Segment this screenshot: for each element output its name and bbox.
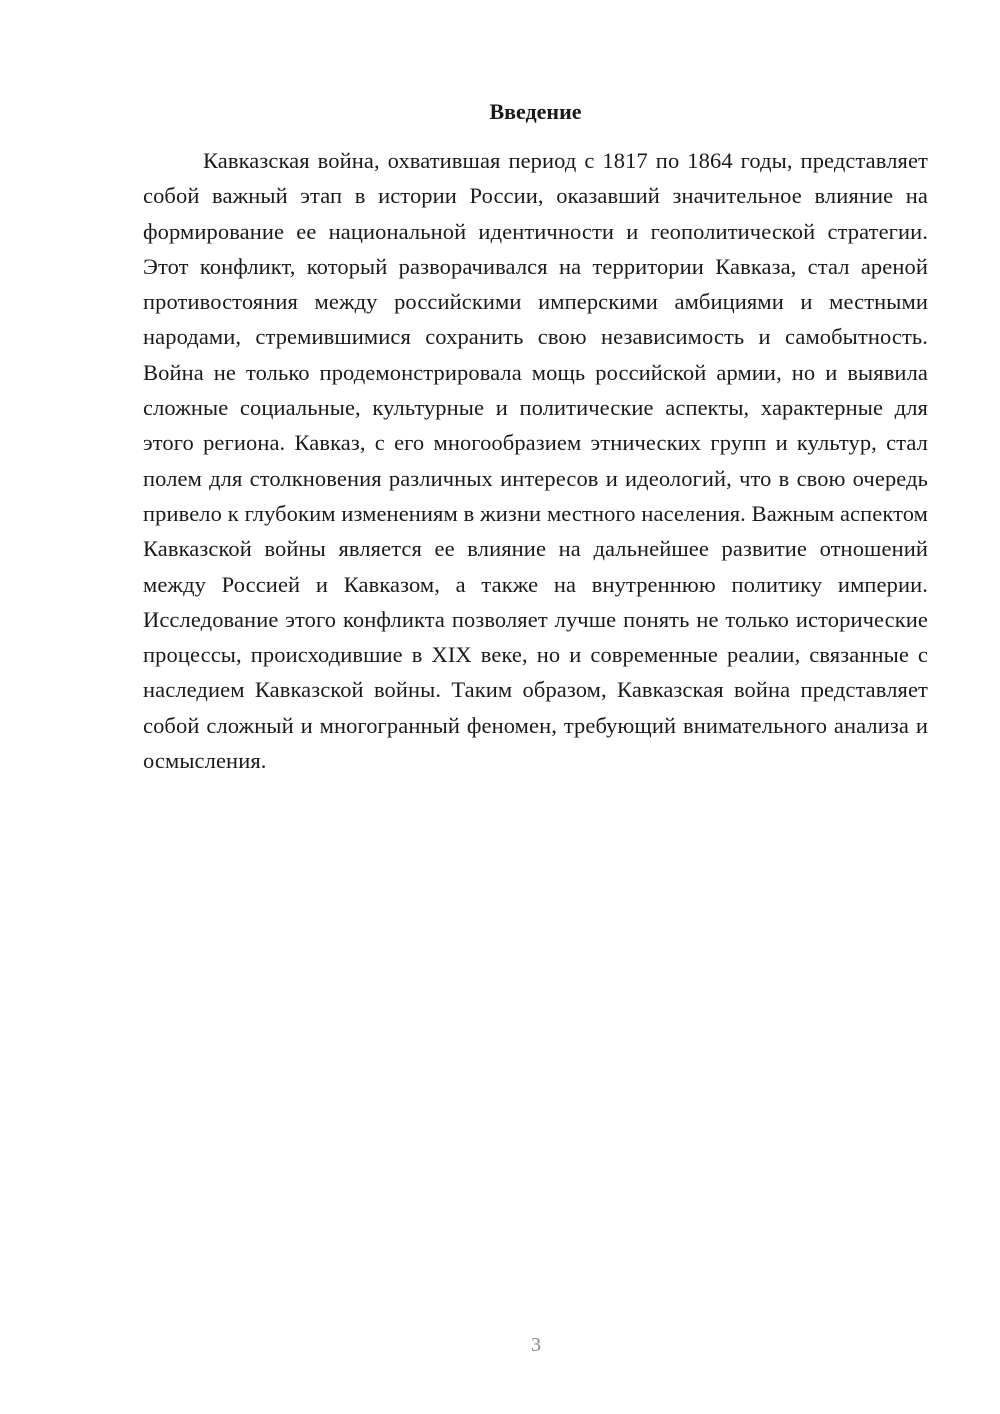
body-paragraph: Кавказская война, охватившая период с 1817 по 1864 годы, представляет собой важный этап в истории России, оказавший значительное влияние на формирование ее национальной идентичности и геополитической стратегии. Этот конфликт, который разворачивался на территории Кавказа, стал ареной противостояния между российскими имперскими амбициями и местными народами, стремившимися сохранить свою независимость и самобытность. Война не только продемонстрировала мощь российской армии, но и выявила сложные социальные, культурные и политические аспекты, характерные для этого региона. Кавказ, с его многообразием этнических групп и культур, стал полем для столкновения различных интересов и идеологий, что в свою очередь привело к глубоким изменениям в жизни местного населения. Важным аспектом Кавказской войны является ее влияние на дальнейшее развитие отношений между Россией и Кавказом, а также на внутреннюю политику империи. Исследование этого конфликта позволяет лучше понять не только исторические процессы, происходившие в XIX веке, но и современные реалии, связанные с наследием Кавказской войны. Таким образом, Кавказская война представляет собой сложный и многогранный феномен, требующий внимательного анализа и осмысления. [143,148,928,774]
section-title: Введение [489,99,582,124]
page-number: 3 [531,1334,541,1356]
